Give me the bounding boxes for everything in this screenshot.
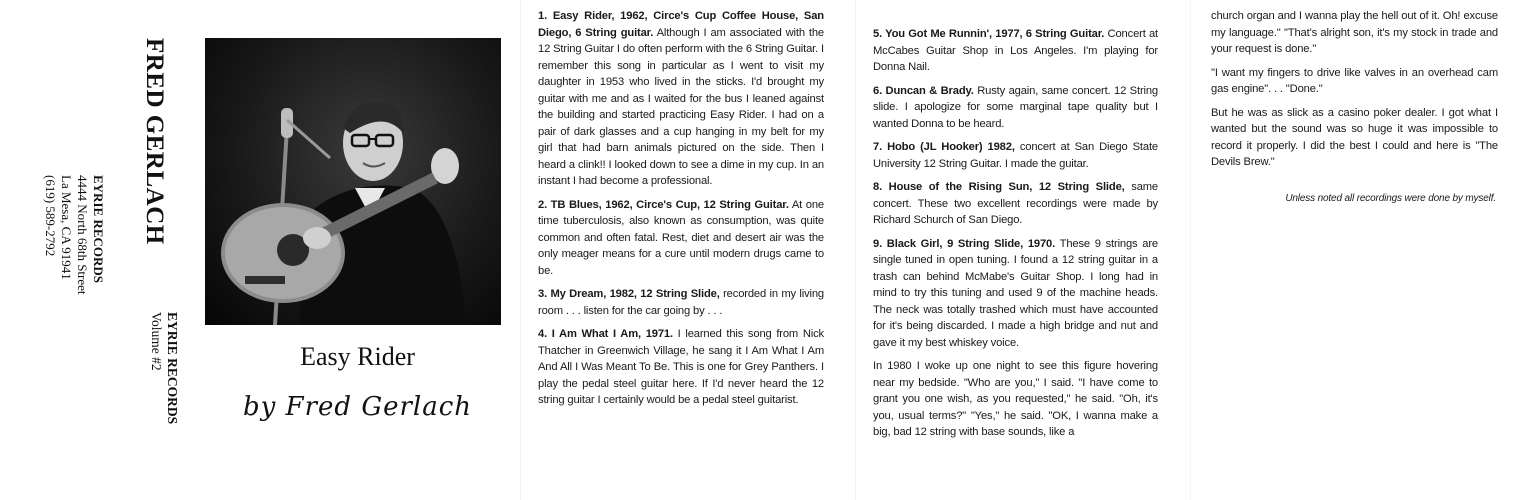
spine-label-address <box>42 175 106 295</box>
album-byline-signature: by Fred Gerlach <box>242 392 473 422</box>
track-note-3 <box>538 286 824 319</box>
liner-notes-column-1 <box>538 8 824 416</box>
track-description: Although I am associated with the 12 String Guitar I do often perform with the 6 String Guitar. I remember this song in particular as I went to visit my daughter in 1953 who lived in the sticks. I'd brought my guitar with me and as I waited for the bus I leaned against the building and started practicing Easy Rider. I had on a pair of dark glasses and a cup hanging in my belt for my girl that had barn animals pictured on the side. Then I heard a clink!! I looked down to see a dime in my cup. In an instant I had become a professional. <box>538 26 824 187</box>
spine-artist-name: FRED GERLACH <box>141 38 168 245</box>
track-note-5 <box>873 26 1158 76</box>
track-title: 6. Duncan & Brady. <box>873 84 974 97</box>
track-description: same concert. These two excellent recordings were made by Richard Schurch of San Diego. <box>873 181 1159 226</box>
story-paragraph-2: "I want my fingers to drive like valves in an overhead cam gas engine". . . "Done." <box>1211 66 1498 95</box>
spine-address-street: 4444 North 68th Street <box>75 175 90 295</box>
cover-photo <box>205 38 501 325</box>
spine-address-city: La Mesa, CA 91941 <box>59 175 74 280</box>
liner-notes-column-2 <box>873 26 1158 448</box>
track-note-4 <box>538 326 824 409</box>
track-note-8 <box>873 179 1158 229</box>
spine-phone: (619) 589-2792 <box>43 175 58 257</box>
track-note-9 <box>873 236 1158 352</box>
track-note-6 <box>873 83 1158 133</box>
track-title: 3. My Dream, 1982, 12 String Slide, <box>538 288 720 300</box>
panel-fold <box>1190 0 1191 500</box>
track-note-1 <box>538 8 824 190</box>
track-title: 4. I Am What I Am, 1971. <box>538 328 673 340</box>
album-title: Easy Rider <box>300 342 415 371</box>
track-description: Concert at McCabes Guitar Shop in Los Angeles. I'm playing for Donna Nail. <box>873 28 1158 73</box>
liner-notes-column-3 <box>1211 8 1498 217</box>
track-description: recorded in my living room . . . listen for the car going by . . . <box>538 288 824 317</box>
track-title: 7. Hobo (JL Hooker) 1982, <box>873 141 1015 153</box>
panel-fold <box>855 0 856 500</box>
spine-volume-block <box>148 312 180 424</box>
track-description: These 9 strings are single tuned in open tuning. I found a 12 string guitar in a trash can behind McMabe's Guitar Shop. I long had in mind to try this tuning and used 9 of the machine heads. The neck was totally trashed which must have accounted for it's being discarded. I made a high bridge and nut and gave it my best whiskey voice. <box>873 237 1158 349</box>
track-description: I learned this song from Nick Thatcher in Greenwich Village, he sang it I Am What I Am And All I Was Meant To Be. This is one for Grey Panthers. I play the pedal steel guitar here. If I'd never heard the 12 string guitar I certainly would be a pedal steel guitarist. <box>538 328 824 406</box>
track-title: 9. Black Girl, 9 String Slide, 1970. <box>873 237 1056 250</box>
spine-label-repeat: EYRIE RECORDS <box>165 312 180 425</box>
track-description: Rusty again, same concert. 12 String slide. I apologize for some marginal tape quality but I wanted Donna to be heard. <box>873 84 1159 130</box>
track-description: concert at San Diego State University 12 String Guitar. I made the guitar. <box>873 141 1158 170</box>
story-paragraph-1a: In 1980 I woke up one night to see this figure hovering near my bedside. "Who are you," I said. "I have come to grant you one wish, as you requested," he said. "Oh, it's you, usual terms?" "Yes," he said. "OK, I wanna make a big, bad 12 string with base sounds, like a <box>873 360 1158 438</box>
story-paragraph-1b: church organ and I wanna play the hell out of it. Oh! excuse my language." "That's alright son, it's my stock in trade and your request is done." <box>1211 10 1498 55</box>
cover-panel <box>195 0 520 500</box>
spine-panel <box>0 0 195 500</box>
panel-fold <box>520 0 521 500</box>
recording-footnote: Unless noted all recordings were done by myself. <box>1285 192 1496 204</box>
track-title: 2. TB Blues, 1962, Circe's Cup, 12 String Guitar. <box>538 198 789 211</box>
performer-illustration <box>205 38 501 325</box>
track-note-7 <box>873 139 1158 172</box>
track-title: 5. You Got Me Runnin', 1977, 6 String Guitar. <box>873 28 1105 40</box>
story-paragraph-3: But he was as slick as a casino poker dealer. I got what I wanted but the sound was so huge it was impossible to record it properly. I did the best I could and here is "The Devils Brew." <box>1211 106 1498 168</box>
track-title: 1. Easy Rider, 1962, Circe's Cup Coffee House, San Diego, 6 String guitar. <box>538 10 824 39</box>
track-description: At one time tuberculosis, also known as consumption, was quite common and often fatal. Rest, diet and desert air was the only meager means for a cure until modern drugs came to be. <box>538 198 824 277</box>
track-note-2 <box>538 197 824 280</box>
track-title: 8. House of the Rising Sun, 12 String Slide, <box>873 181 1125 193</box>
spine-volume: Volume #2 <box>149 312 164 371</box>
spine-label-name: EYRIE RECORDS <box>91 175 106 283</box>
